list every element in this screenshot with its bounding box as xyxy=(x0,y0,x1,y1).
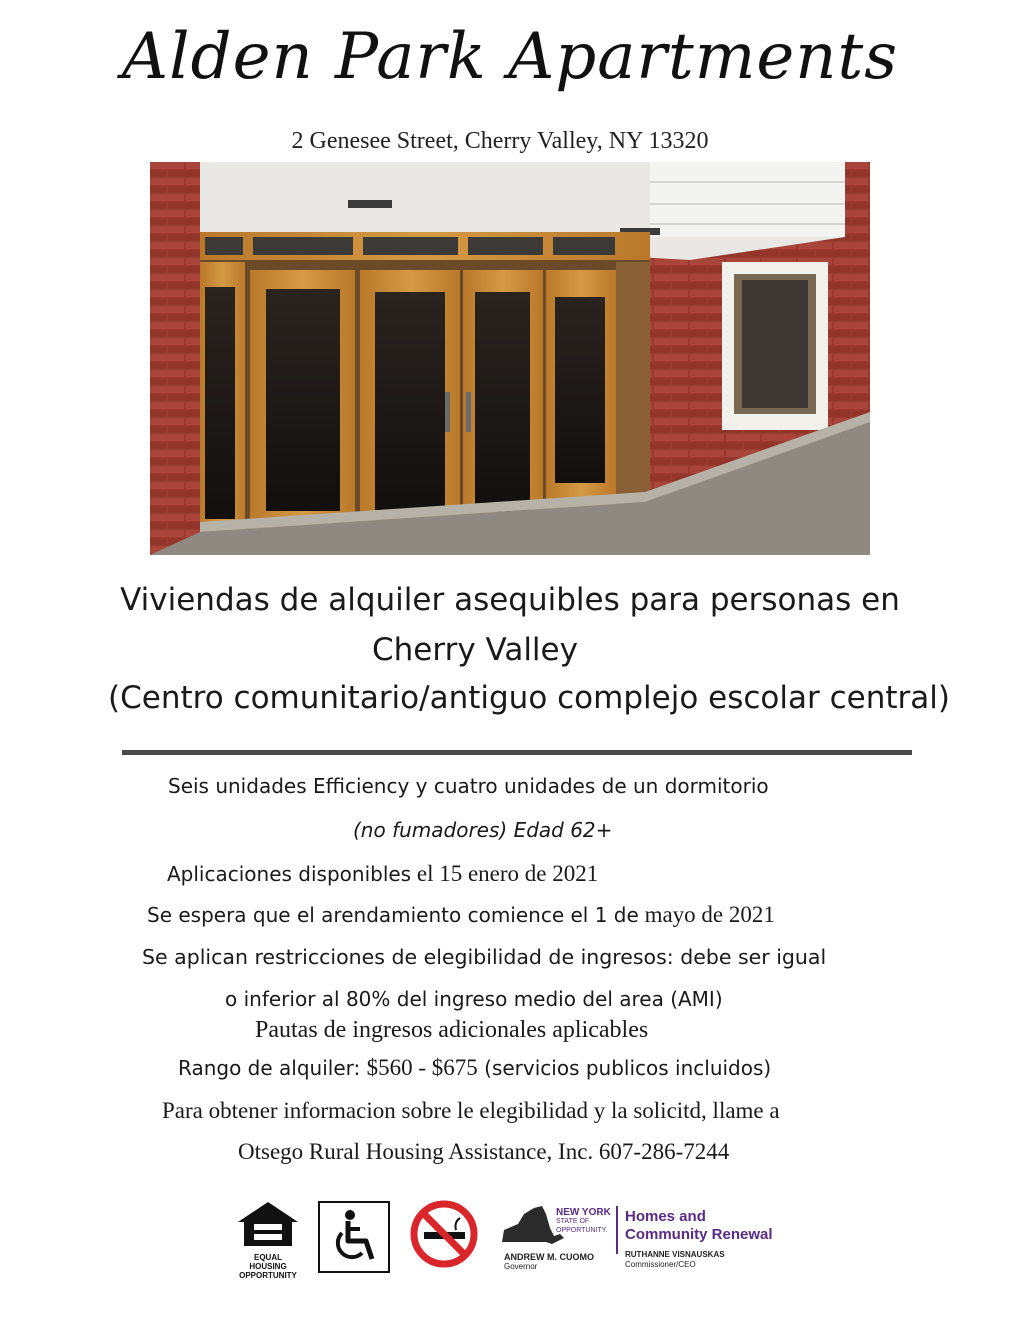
divider xyxy=(122,750,912,755)
hcr-logo xyxy=(625,1208,805,1272)
nys-brand-line-1: NEW YORK xyxy=(556,1207,611,1218)
commissioner-name: RUTHANNE VISNAUSKAS xyxy=(625,1250,725,1259)
address: 2 Genesee Street, Cherry Valley, NY 13320 xyxy=(291,128,709,154)
applications-label: Aplicaciones disponibles xyxy=(167,862,412,886)
rent-note: (servicios publicos incluidos) xyxy=(477,1056,772,1080)
lease-date: mayo de 2021 xyxy=(638,902,775,927)
wheelchair-accessible-icon xyxy=(318,1201,390,1273)
contact-line-2: Otsego Rural Housing Assistance, Inc. 607-286-7244 xyxy=(238,1139,730,1164)
units-line: Seis unidades Efficiency y cuatro unidades de un dormitorio xyxy=(168,774,769,798)
income-line-1: Se aplican restricciones de elegibilidad de ingresos: debe ser igual xyxy=(142,945,827,969)
rent-range: $560 - $675 xyxy=(366,1055,478,1080)
guidelines-line: Pautas de ingresos adicionales aplicables xyxy=(255,1017,649,1043)
applications-line xyxy=(167,861,598,887)
rent-line xyxy=(178,1055,771,1081)
nys-brand-line-3: OPPORTUNITY. xyxy=(556,1227,608,1234)
headline-line-2: Cherry Valley xyxy=(372,632,578,668)
page-title: Alden Park Apartments xyxy=(121,20,899,94)
nys-brand-line-2: STATE OF xyxy=(556,1218,590,1225)
lease-line xyxy=(147,902,775,928)
headline-line-1: Viviendas de alquiler asequibles para personas en xyxy=(120,582,900,618)
rent-label: Rango de alquiler: xyxy=(178,1056,367,1080)
no-smoking-icon xyxy=(410,1200,478,1268)
contact-line-1: Para obtener informacion sobre le elegibilidad y la solicitd, llame a xyxy=(162,1098,780,1123)
governor-name: ANDREW M. CUOMO xyxy=(504,1252,594,1262)
governor-title: Governor xyxy=(504,1262,538,1271)
headline-line-3: (Centro comunitario/antiguo complejo escolar central) xyxy=(108,680,950,716)
building-entrance-photo xyxy=(150,162,870,555)
equal-housing-line-1: EQUAL HOUSING xyxy=(249,1253,287,1271)
logo-divider xyxy=(616,1206,618,1254)
income-line-2: o inferior al 80% del ingreso medio del area (AMI) xyxy=(225,987,723,1011)
restrictions-line: (no fumadores) Edad 62+ xyxy=(353,818,613,842)
equal-housing-icon xyxy=(236,1200,300,1280)
hcr-line-2: Community Renewal xyxy=(625,1226,773,1243)
applications-date: el 15 enero de 2021 xyxy=(411,861,599,886)
commissioner-title: Commissioner/CEO xyxy=(625,1260,696,1269)
lease-label: Se espera que el arendamiento comience el 1 de xyxy=(147,903,639,927)
equal-housing-line-2: OPPORTUNITY xyxy=(239,1271,297,1280)
hcr-line-1: Homes and xyxy=(625,1208,706,1225)
new-york-state-logo xyxy=(500,1204,618,1270)
